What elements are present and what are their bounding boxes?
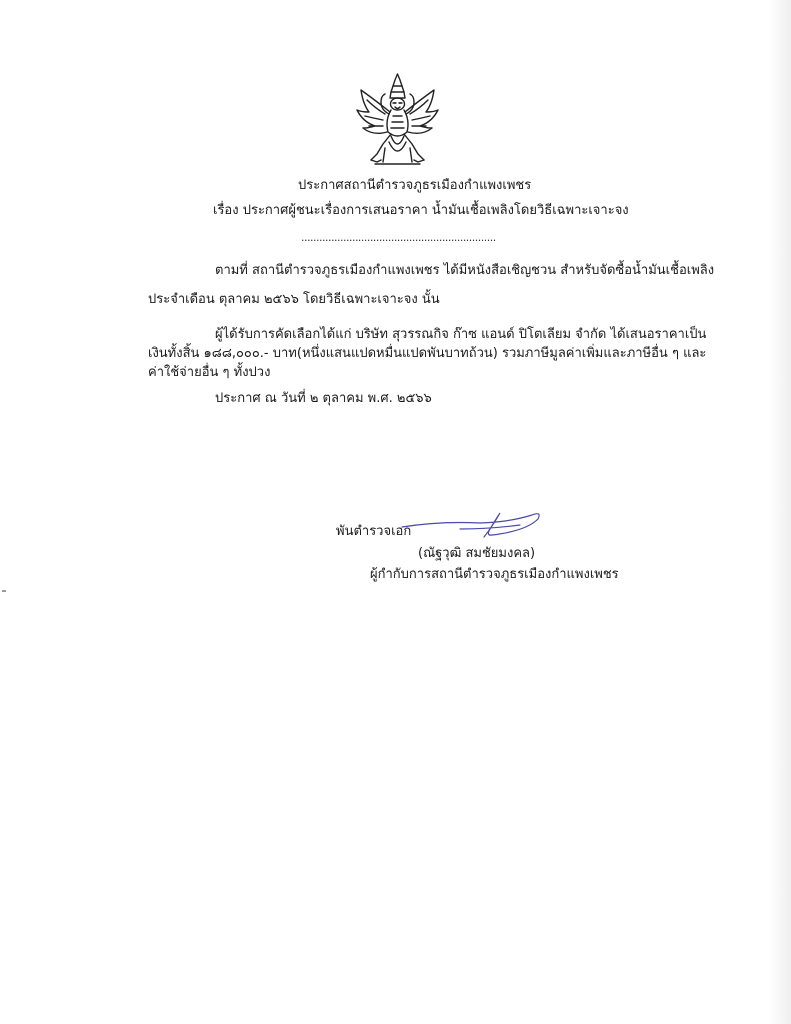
announcement-subject: เรื่อง ประกาศผู้ชนะเรื่องการเสนอราคา น้ำมันเชื้อเพลิงโดยวิธีเฉพาะเจาะจง [213,203,629,218]
announcement-title: ประกาศสถานีตำรวจภูธรเมืองกำแพงเพชร [298,178,532,193]
handwritten-signature [400,505,550,541]
announcement-date: ประกาศ ณ วันที่ ๒ ตุลาคม พ.ศ. ๒๕๖๖ [215,391,432,406]
paragraph-2-line-1: ผู้ได้รับการคัดเลือกได้แก่ บริษัท สุวรรณกิจ ก๊าซ แอนด์ ปิโตเลียม จำกัด ได้เสนอราคาเป็น [215,327,707,342]
page-edge-shadow [769,0,791,1024]
signer-name: (ณัฐวุฒิ สมชัยมงคล) [418,546,536,561]
paragraph-2-line-3: ค่าใช้จ่ายอื่น ๆ ทั้งปวง [148,365,271,380]
paragraph-1-line-1: ตามที่ สถานีตำรวจภูธรเมืองกำแพงเพชร ได้มีหนังสือเชิญชวน สำหรับจัดซื้อน้ำมันเชื้อเพลิง [215,263,715,278]
garuda-emblem-icon [355,70,440,170]
scan-speck [2,590,6,592]
signer-rank: พันตำรวจเอก [336,524,412,539]
paragraph-2-line-2: เงินทั้งสิ้น ๑๘๘,๐๐๐.- บาท(หนึ่งแสนแปดหมื่นแปดพันบาทถ้วน) รวมภาษีมูลค่าเพิ่มและภาษีอื่น ๆ และ [148,346,707,361]
dotted-separator: ................................................................. [301,231,496,244]
signer-position: ผู้กำกับการสถานีตำรวจภูธรเมืองกำแพงเพชร [370,567,619,582]
paragraph-1-line-2: ประจำเดือน ตุลาคม ๒๕๖๖ โดยวิธีเฉพาะเจาะจง นั้น [148,292,440,307]
